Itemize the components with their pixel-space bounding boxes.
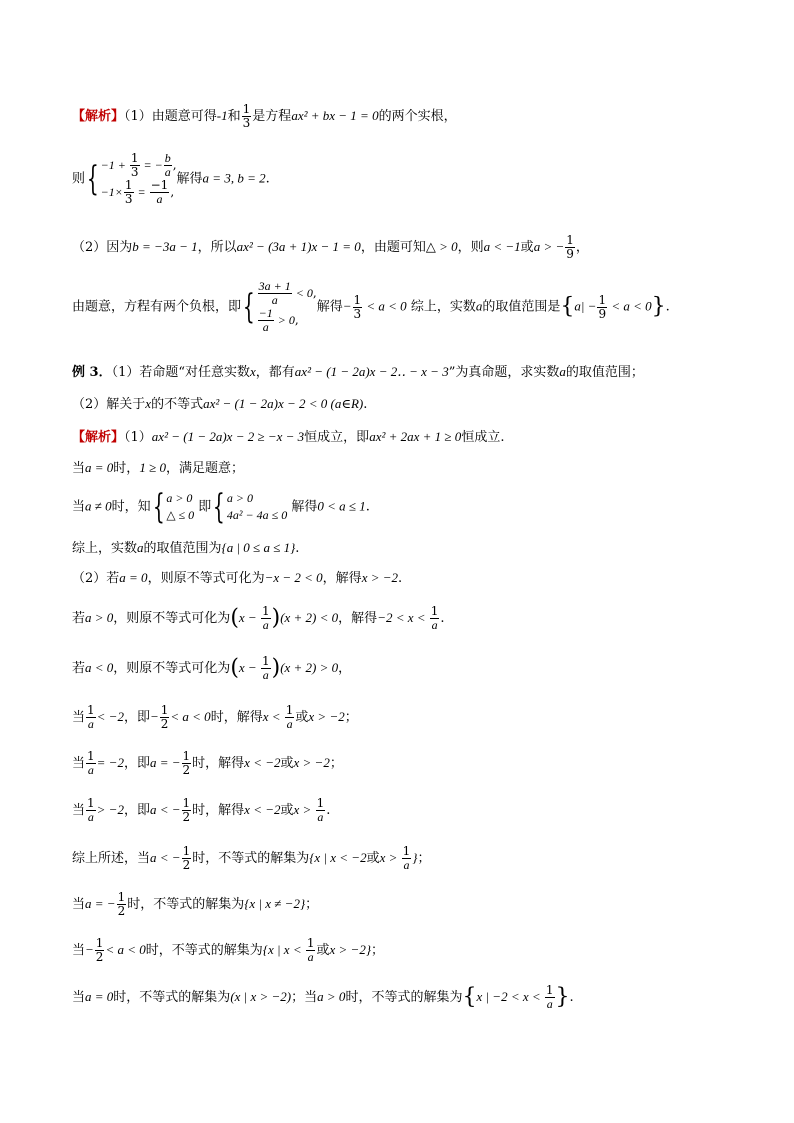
block-5: 例 3．（1）若命题“对任意实数x，都有ax² − (1 − 2a)x − 2‥ − x − 3”为真命题，求实数a的取值范围； bbox=[72, 364, 644, 380]
block-8: 当a = 0时，1 ≥ 0，满足题意； bbox=[72, 460, 244, 476]
block-16: 当 $\frac{1}{a}$ > −2，即a < − $\frac{1}{2}$ 时，解得x < −2或x > $\frac{1}{a}$ . bbox=[72, 796, 331, 824]
block-2: 则{ −1 + $\frac{1}{3}$ = − $\frac{b}{a}$ , −1× $\frac{1}{3}$ = $\frac{-1}{a}$ , 解得a = 3, b = 2. bbox=[72, 151, 270, 206]
block-10: 综上，实数a的取值范围为{a | 0 ≤ a ≤ 1}. bbox=[72, 540, 300, 556]
block-6: （2）解关于x的不等式ax² − (1 − 2a)x − 2 < 0 (a∈R). bbox=[72, 396, 368, 412]
block-12: 若a > 0，则原不等式可化为(x − $\frac{1}{a}$ )(x + 2) < 0，解得−2 < x < $\frac{1}{a}$ . bbox=[72, 604, 445, 632]
block-14: 当 $\frac{1}{a}$ < −2，即− $\frac{1}{2}$ < a < 0时，解得x < $\frac{1}{a}$ 或x > −2； bbox=[72, 703, 358, 731]
block-1: 【解析】（1）由题意可得-1和 $\frac{1}{3}$ 是方程ax² + bx − 1 = 0的两个实根， bbox=[72, 102, 457, 130]
block-15: 当 $\frac{1}{a}$ = −2，即a = − $\frac{1}{2}$ 时，解得x < −2或x > −2； bbox=[72, 749, 343, 777]
block-17: 综上所述，当a < − $\frac{1}{2}$ 时，不等式的解集为{x | x < −2或x > $\frac{1}{a}$ }； bbox=[72, 844, 431, 872]
block-3: （2）因为b = −3a − 1，所以ax² − (3a + 1)x − 1 = 0，由题可知△ > 0，则a < −1或a > − $\frac{1}{9}$ ， bbox=[72, 233, 589, 261]
block-19: 当− $\frac{1}{2}$ < a < 0时，不等式的解集为{x | x < $\frac{1}{a}$ 或x > −2}； bbox=[72, 936, 385, 964]
block-18: 当a = − $\frac{1}{2}$ 时，不等式的解集为{x | x ≠ −2}； bbox=[72, 890, 319, 918]
block-11: （2）若a = 0，则原不等式可化为−x − 2 < 0，解得x > −2. bbox=[72, 570, 403, 586]
block-7: 【解析】（1）ax² − (1 − 2a)x − 2 ≥ −x − 3恒成立，即ax² + 2ax + 1 ≥ 0恒成立. bbox=[72, 429, 505, 445]
block-13: 若a < 0，则原不等式可化为(x − $\frac{1}{a}$ )(x + 2) > 0， bbox=[72, 654, 352, 682]
block-4: 由题意，方程有两个负根，即{ $\frac{3a + 1}{a}$ < 0, $\frac{-1}{a}$ > 0, 解得− $\frac{1}{3}$ < a < 0 综上，实数a的取值范围是{a| − $\frac{1}{9}$ < a < 0}. bbox=[72, 279, 670, 334]
block-20: 当a = 0时，不等式的解集为(x | x > −2)；当a > 0时，不等式的解集为{x | −2 < x < $\frac{1}{a}$ }. bbox=[72, 983, 574, 1011]
block-9: 当a ≠ 0时，知{ a > 0 △ ≤ 0 即{ a > 0 4a² − 4a ≤ 0 解得0 < a ≤ 1. bbox=[72, 487, 370, 527]
